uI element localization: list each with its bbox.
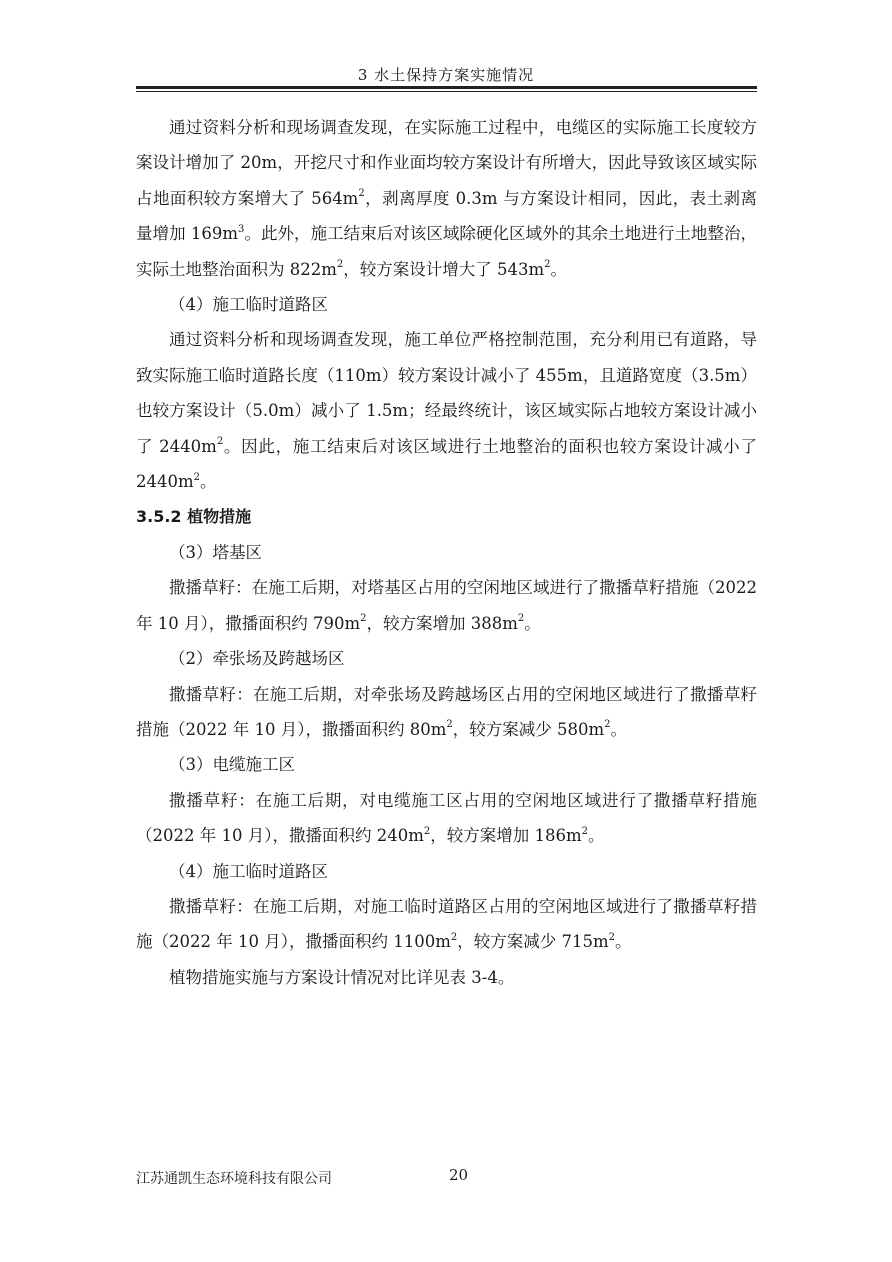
running-header: 3 水土保持方案实施情况 (357, 66, 535, 84)
section-heading: 3.5.2 植物措施 (136, 507, 252, 527)
body-text (136, 110, 757, 995)
paragraph-cable-area: 通过资料分析和现场调查发现，在实际施工过程中，电缆区的实际施工长度较方案设计增加了 20m，开挖尺寸和作业面均较方案设计有所增大，因此导致该区域实际占地面积较方案增大了 $564m^2$，剥离厚度 0.3m 与方案设计相同，因此，表土剥离量增加 $169m^3$。此外，施工结束后对该区域除硬化区域外的其余土地进行土地整治，实际土地整治面积为 $822m^2$，较方案设计增大了 $543m^2$。 (136, 118, 757, 279)
header-rule-thin (136, 91, 757, 92)
paragraph-cable-construction: 撒播草籽：在施工后期，对电缆施工区占用的空闲地区域进行了撒播草籽措施（2022 年 10 月），撒播面积约 $240m^2$，较方案增加 $186m^2$。 (136, 790, 757, 846)
list-item-temp-road-2: （4）施工临时道路区 (169, 861, 328, 881)
list-item-temp-road: （4）施工临时道路区 (169, 295, 328, 315)
page-number: 20 (449, 1166, 469, 1184)
paragraph-temp-road: 通过资料分析和现场调查发现，施工单位严格控制范围，充分利用已有道路，导致实际施工临时道路长度（110m）较方案设计减小了 455m，且道路宽度（3.5m）也较方案设计（5.0m）减小了 1.5m；经最终统计，该区域实际占地较方案设计减小了 $2440m^2$。因此，施工结束后对该区域进行土地整治的面积也较方案设计减小了 $2440m^2$。 (136, 330, 757, 492)
paragraph-tension-yard: 撒播草籽：在施工后期，对牵张场及跨越场区占用的空闲地区域进行了撒播草籽措施（2022 年 10 月），撒播面积约 $80m^2$，较方案减少 $580m^2$。 (136, 684, 757, 739)
paragraph-table-reference: 植物措施实施与方案设计情况对比详见表 3-4。 (169, 967, 515, 987)
footer-company: 江苏通凯生态环境科技有限公司 (136, 1171, 332, 1187)
list-item-cable-construction: （3）电缆施工区 (169, 755, 295, 775)
header-rule-thick (136, 86, 757, 89)
list-item-tower-base: （3）塔基区 (169, 542, 262, 562)
paragraph-tower-base: 撒播草籽：在施工后期，对塔基区占用的空闲地区域进行了撒播草籽措施（2022 年 10 月），撒播面积约 $790m^2$，较方案增加 $388m^2$。 (136, 578, 757, 633)
list-item-tension-yard: （2）牵张场及跨越场区 (169, 649, 345, 669)
paragraph-temp-road-seeding: 撒播草籽：在施工后期，对施工临时道路区占用的空闲地区域进行了撒播草籽措施（2022 年 10 月），撒播面积约 $1100m^2$，较方案减少 $715m^2$。 (136, 896, 757, 952)
